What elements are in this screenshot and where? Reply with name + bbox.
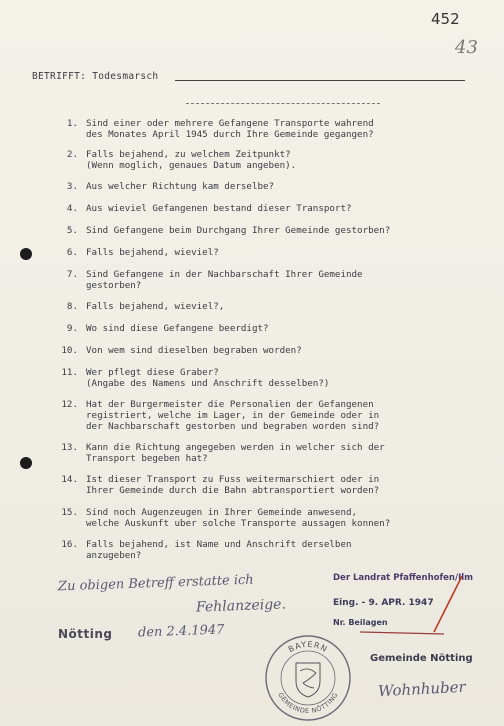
question-number: 7. [66, 269, 78, 280]
question-number: 9. [66, 323, 78, 334]
question-text: Kann die Richtung angegeben werden in welcher sich der Transport begeben hat? [86, 442, 385, 464]
handwritten-answer-line1: Zu obigen Betreff erstatte ich [57, 572, 254, 595]
question-number: 12. [61, 399, 78, 410]
question-number: 1. [66, 118, 78, 129]
subject-line [32, 71, 158, 82]
subject-underline [175, 80, 465, 81]
question-text: Falls bejahend, ist Name und Anschrift derselben anzugeben? [86, 539, 352, 561]
receipt-stamp-date: Eing. - 9. APR. 1947 [333, 598, 434, 608]
question-text: Wer pflegt diese Graber? (Angabe des Namens und Anschrift desselben?) [86, 367, 330, 389]
page-number: 452 [431, 10, 460, 28]
question-text: Wo sind diese Gefangene beerdigt? [86, 323, 269, 334]
question-text: Falls bejahend, zu welchem Zeitpunkt? (Wenn moglich, genaues Datum angeben). [86, 149, 297, 171]
question-number: 10. [61, 345, 78, 356]
punch-hole [20, 457, 32, 469]
seal-text-top: BAYERN [286, 639, 330, 655]
question-number: 16. [61, 539, 78, 550]
handwritten-date: den 2.4.1947 [137, 622, 225, 641]
handwritten-answer-line2: Fehlanzeige. [195, 596, 287, 616]
subject-divider [186, 103, 380, 104]
receipt-stamp [333, 573, 474, 635]
handwritten-signature: Wohnhuber [377, 677, 467, 701]
municipal-seal [263, 633, 353, 723]
question-text: Sind einer oder mehrere Gefangene Transporte wahrend des Monates April 1945 durch Ihre Gemeinde gegangen? [86, 118, 374, 140]
question-text: Ist dieser Transport zu Fuss weitermarschiert oder in Ihrer Gemeinde durch die Bahn abtransportiert worden? [86, 474, 380, 496]
question-number: 6. [66, 247, 78, 258]
punch-hole [20, 248, 32, 260]
svg-text:GEMEINDE NÖTTING [276, 691, 339, 715]
question-number: 14. [61, 474, 78, 485]
question-text: Falls bejahend, wieviel?, [86, 301, 225, 312]
gemeinde-stamp: Gemeinde Nötting [370, 653, 473, 664]
question-text: Von wem sind dieselben begraben worden? [86, 345, 302, 356]
question-number: 3. [66, 181, 78, 192]
question-text: Aus wieviel Gefangenen bestand dieser Transport? [86, 203, 352, 214]
question-text: Sind Gefangene beim Durchgang Ihrer Gemeinde gestorben? [86, 225, 391, 236]
question-text: Aus welcher Richtung kam derselbe? [86, 181, 275, 192]
question-number: 15. [61, 507, 78, 518]
page-number-handwritten: 43 [455, 37, 478, 58]
question-number: 2. [66, 149, 78, 160]
question-number: 8. [66, 301, 78, 312]
receipt-stamp-number: Nr. Beilagen [333, 618, 388, 627]
subject-value: Todesmarsch [92, 71, 159, 82]
question-text: Sind noch Augenzeugen in Ihrer Gemeinde anwesend, welche Auskunft uber solche Transporte aussagen konnen? [86, 507, 391, 529]
receipt-stamp-office: Der Landrat Pfaffenhofen/Ilm [333, 573, 474, 583]
question-text: Falls bejahend, wieviel? [86, 247, 219, 258]
seal-text-bottom: GEMEINDE NÖTTING [276, 691, 340, 716]
subject-label: BETRIFFT: [32, 71, 87, 82]
question-number: 5. [66, 225, 78, 236]
svg-text:BAYERN [287, 640, 329, 654]
question-text: Hat der Burgermeister die Personalien der Gefangenen registriert, welche im Lager, in der Gemeinde oder in der Nachbarschaft gestorben und begraben worden sind? [86, 399, 380, 432]
place-stamp: Nötting [58, 627, 113, 641]
question-number: 13. [61, 442, 78, 453]
question-number: 11. [61, 367, 78, 378]
question-text: Sind Gefangene in der Nachbarschaft Ihrer Gemeinde gestorben? [86, 269, 363, 291]
question-number: 4. [66, 203, 78, 214]
